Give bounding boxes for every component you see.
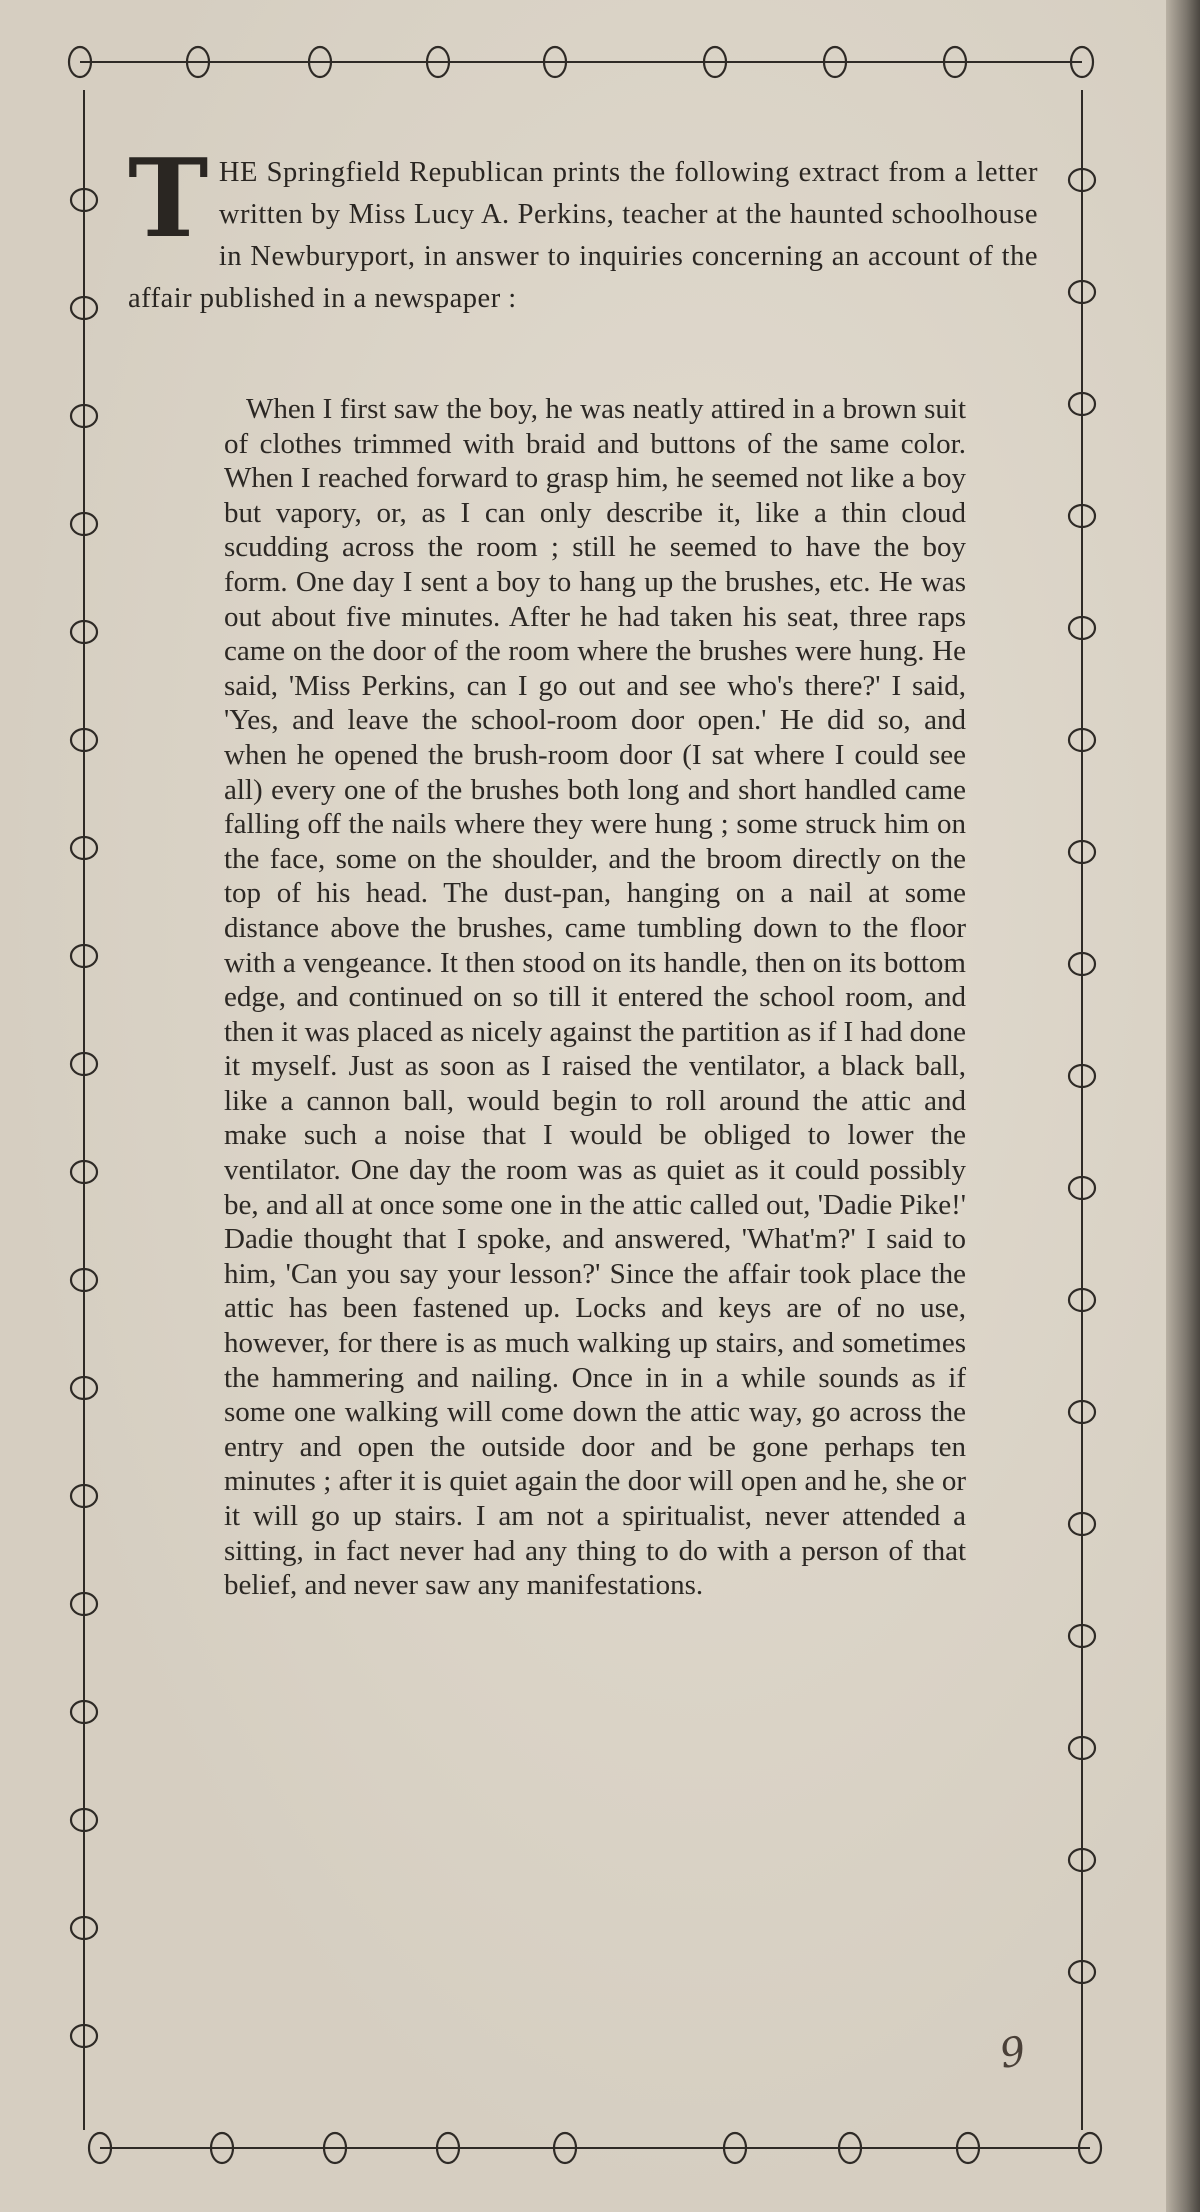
intro-paragraph [128, 136, 1038, 320]
drop-cap-letter: T [128, 136, 209, 262]
card-edge-shadow [1166, 0, 1200, 2212]
handwritten-page-mark: 9 [996, 2028, 1030, 2078]
intro-text: HE Springfield Republican prints the following extract from a letter written by Miss Lucy A. Perkins, teacher at the haunted schoolhouse in Newburyport, in answer to inquiries concerning an account of the affair published in a newspaper : [128, 157, 1038, 314]
letter-quotation: When I first saw the boy, he was neatly attired in a brown suit of clothes trimmed with braid and buttons of the same color. When I reached forward to grasp him, he seemed not like a boy but vapory, or, as I can only describe it, like a thin cloud scudding across the room ; still he seemed to have the boy form. One day I sent a boy to hang up the brushes, etc. He was out about five minutes. After he had taken his seat, three raps came on the door of the room where the brushes were hung. He said, 'Miss Perkins, can I go out and see who's there?' I said, 'Yes, and leave the school-room door open.' He did so, and when he opened the brush-room door (I sat where I could see all) every one of the brushes both long and short handled came falling off the nails where they were hung ; some struck him on the face, some on the shoulder, and the broom directly on the top of his head. The dust-pan, hanging on a nail at some distance above the brushes, came tumbling down to the floor with a vengeance. It then stood on its handle, then on its bottom edge, and continued on so till it entered the school room, and then it was placed as nicely against the partition as if I had done it myself. Just as soon as I raised the ventilator, a black ball, like a cannon ball, would begin to roll around the attic and make such a noise that I would be obliged to lower the ventilator. One day the room was as quiet as it could possibly be, and all at once some one in the attic called out, 'Dadie Pike!' Dadie thought that I spoke, and answered, 'What'm?' I said to him, 'Can you say your lesson?' Since the affair took place the attic has been fastened up. Locks and keys are of no use, however, for there is as much walking up stairs, and sometimes the hammering and nailing. Once in in a while sounds as if some one walking will come down the attic way, go across the entry and open the outside door and be gone perhaps ten minutes ; after it is quiet again the door will open and he, she or it will go up stairs. I am not a spiritualist, never attended a sitting, in fact never had any thing to do with a person of that belief, and never saw any manifestations. [224, 393, 966, 1602]
